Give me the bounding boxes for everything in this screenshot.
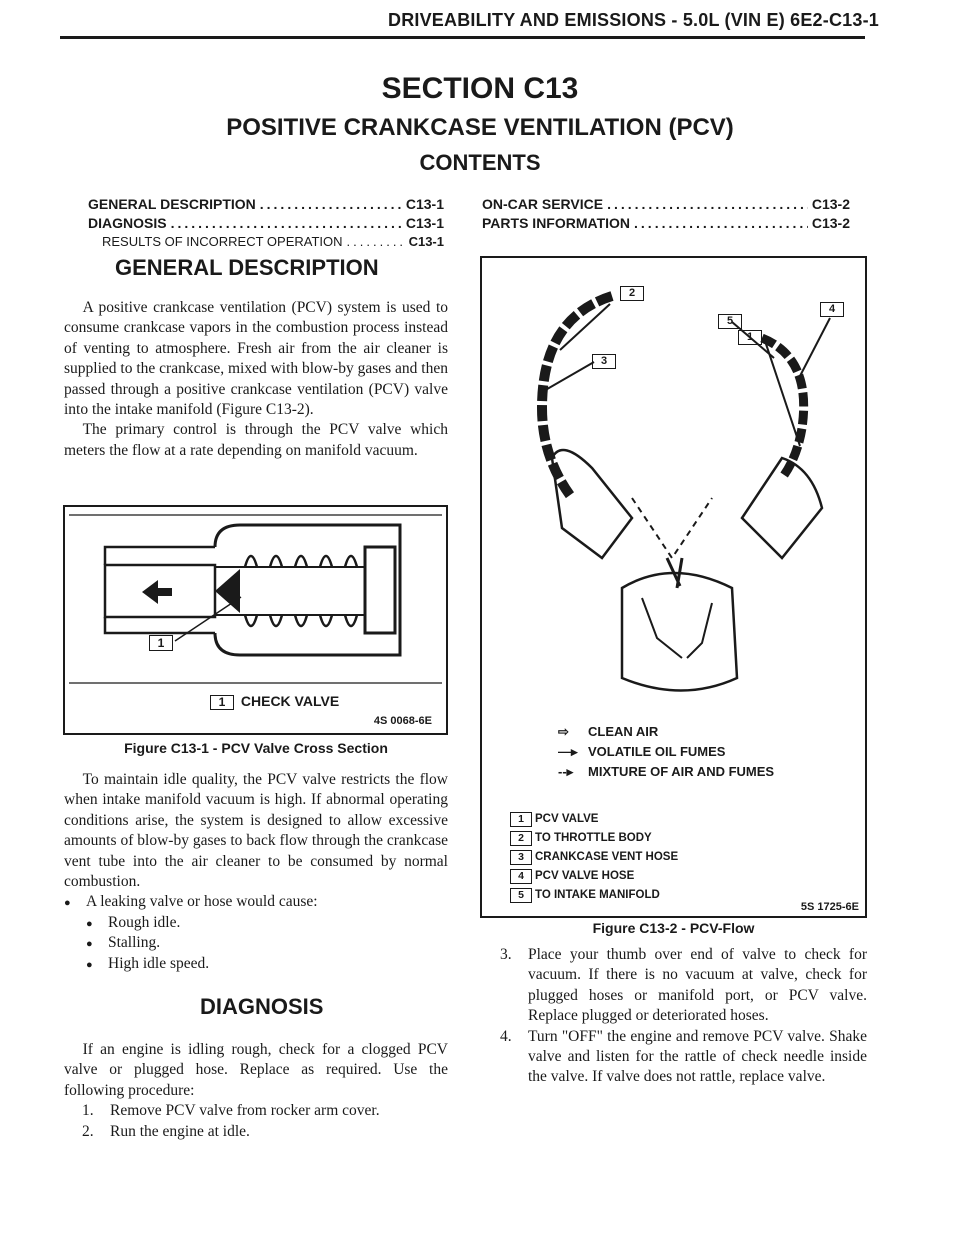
general-description-body — [64, 298, 448, 461]
key-label: TO INTAKE MANIFOLD — [535, 889, 660, 901]
section-title: SECTION C13 — [381, 72, 579, 105]
callout-4 — [820, 302, 844, 317]
legend-number: 1 — [210, 695, 234, 710]
toc-left — [88, 196, 444, 253]
key-number: 1 — [510, 812, 532, 827]
legend-label: MIXTURE OF AIR AND FUMES — [588, 764, 775, 779]
toc-leader-dots — [634, 215, 808, 234]
procedure-steps — [500, 945, 867, 1088]
diagnosis-steps-continued — [500, 945, 867, 1088]
toc-leader-dots — [607, 196, 808, 215]
callout-2 — [620, 286, 644, 301]
key-number: 3 — [510, 850, 532, 865]
toc-entry[interactable] — [88, 234, 444, 253]
key-row — [510, 888, 660, 903]
bullet-item: ● High idle speed. — [86, 954, 448, 974]
symptom-list — [64, 913, 448, 974]
legend-label: VOLATILE OIL FUMES — [588, 744, 726, 759]
step-number: 1. — [82, 1102, 94, 1120]
step-text: Place your thumb over end of valve to check for vacuum. If there is no vacuum at valve, check for plugged hoses or manifold port, or PCV valve. Replace plugged or deteriorated hoses. — [528, 946, 867, 1025]
step-text: Turn "OFF" the engine and remove PCV valve. Shake valve and listen for the rattle of check needle inside the valve. If valve does not rattle, replace valve. — [528, 1027, 867, 1086]
toc-entry[interactable] — [482, 215, 850, 234]
key-label: CRANKCASE VENT HOSE — [535, 851, 679, 863]
step-number: 4. — [500, 1027, 512, 1045]
clean-air-arrow-icon: ⇨ — [558, 724, 569, 739]
toc-page: C13-1 — [405, 215, 444, 231]
legend-clean-air — [558, 724, 658, 740]
running-header: DRIVEABILITY AND EMISSIONS - 5.0L (VIN E) 6E2-C13-1 — [388, 10, 879, 30]
paragraph: To maintain idle quality, the PCV valve restricts the flow when intake manifold vacuum is high. If abnormal operating conditions arise, the system is designed to allow excessive amounts of blow-by gases to back flow through the crankcase vent tube into the air cleaner to be consumed by normal combustion. — [64, 771, 448, 891]
step-number: 3. — [500, 946, 512, 963]
callout-number: 5 — [726, 315, 734, 327]
toc-entry[interactable] — [88, 215, 444, 234]
callout-5 — [718, 314, 742, 329]
toc-label: RESULTS OF INCORRECT OPERATION — [102, 234, 343, 249]
toc-label: DIAGNOSIS — [88, 215, 167, 231]
engine-pcv-flow-drawing — [482, 258, 865, 698]
figure-code: 4S 0068-6E — [373, 715, 432, 727]
general-description-continued — [64, 770, 448, 974]
callout-number: 1 — [157, 636, 165, 650]
paragraph: The primary control is through the PCV valve which meters the flow at a rate depending on manifold vacuum. — [64, 421, 448, 459]
key-row — [510, 850, 678, 865]
procedure-step — [82, 1122, 448, 1142]
figure-1-caption: Figure C13-1 - PCV Valve Cross Section — [124, 740, 388, 756]
step-text: Remove PCV valve from rocker arm cover. — [110, 1102, 380, 1120]
bullet-list — [64, 892, 448, 912]
procedure-step — [82, 1101, 448, 1121]
toc-entry[interactable] — [482, 196, 850, 215]
key-row — [510, 812, 598, 827]
subsection-title: POSITIVE CRANKCASE VENTILATION (PCV) — [226, 114, 734, 141]
procedure-step — [500, 945, 867, 1027]
legend-oil-fumes — [558, 744, 725, 760]
mixture-arrow-icon: --▸ — [558, 764, 574, 779]
callout-1 — [149, 635, 173, 651]
key-label: PCV VALVE HOSE — [535, 870, 635, 882]
callout-number: 4 — [828, 303, 836, 315]
toc-leader-dots — [347, 234, 405, 253]
general-description-heading: GENERAL DESCRIPTION — [115, 255, 379, 280]
figure-legend — [210, 693, 339, 710]
bullet-item: ● A leaking valve or hose would cause: — [64, 892, 448, 912]
callout-1 — [738, 330, 762, 345]
key-number: 4 — [510, 869, 532, 884]
toc-entry[interactable] — [88, 196, 444, 215]
paragraph: A positive crankcase ventilation (PCV) system is used to consume crankcase vapors in the combustion process instead of venting to atmosphere. Fresh air from the air cleaner is supplied to the crankcase, mixed with blow-by gases and then passed through a positive crankcase ventilation (PCV) valve into the intake manifold (Figure C13-2). — [64, 299, 448, 419]
toc-label: ON-CAR SERVICE — [482, 196, 604, 212]
procedure-steps — [64, 1101, 448, 1142]
toc-page: C13-2 — [811, 215, 850, 231]
step-number: 2. — [82, 1122, 94, 1140]
paragraph: If an engine is idling rough, check for a clogged PCV valve or plugged hose. Replace as required. Use the following procedure: — [64, 1041, 448, 1099]
oil-fumes-arrow-icon: —▸ — [558, 744, 578, 759]
toc-page: C13-2 — [811, 196, 850, 212]
legend-mixture — [558, 764, 774, 780]
callout-number: 2 — [628, 287, 636, 299]
key-label: PCV VALVE — [535, 813, 599, 825]
toc-label: GENERAL DESCRIPTION — [88, 196, 256, 212]
diagnosis-heading: DIAGNOSIS — [200, 994, 324, 1019]
figure-pcv-flow — [480, 256, 867, 918]
contents-title: CONTENTS — [419, 150, 541, 175]
key-number: 2 — [510, 831, 532, 846]
key-row — [510, 831, 652, 846]
toc-leader-dots — [260, 196, 402, 215]
toc-page: C13-1 — [408, 234, 444, 249]
figure-pcv-valve-cross-section — [63, 505, 448, 735]
figure-2-caption: Figure C13-2 - PCV-Flow — [592, 920, 755, 936]
bullet-item: ● Stalling. — [86, 933, 448, 953]
callout-3 — [592, 354, 616, 369]
diagnosis-body — [64, 1040, 448, 1142]
legend-label: CHECK VALVE — [240, 693, 340, 709]
header-rule — [60, 36, 865, 39]
key-row — [510, 869, 634, 884]
procedure-step — [500, 1027, 867, 1088]
toc-leader-dots — [171, 215, 402, 234]
bullet-item: ● Rough idle. — [86, 913, 448, 933]
callout-number: 3 — [600, 355, 608, 367]
toc-right — [482, 196, 850, 234]
callout-number: 1 — [746, 331, 754, 343]
key-number: 5 — [510, 888, 532, 903]
step-text: Run the engine at idle. — [110, 1122, 250, 1140]
toc-label: PARTS INFORMATION — [482, 215, 631, 231]
toc-page: C13-1 — [405, 196, 444, 212]
legend-label: CLEAN AIR — [588, 724, 659, 739]
figure-code: 5S 1725-6E — [800, 901, 859, 913]
key-label: TO THROTTLE BODY — [535, 832, 652, 844]
